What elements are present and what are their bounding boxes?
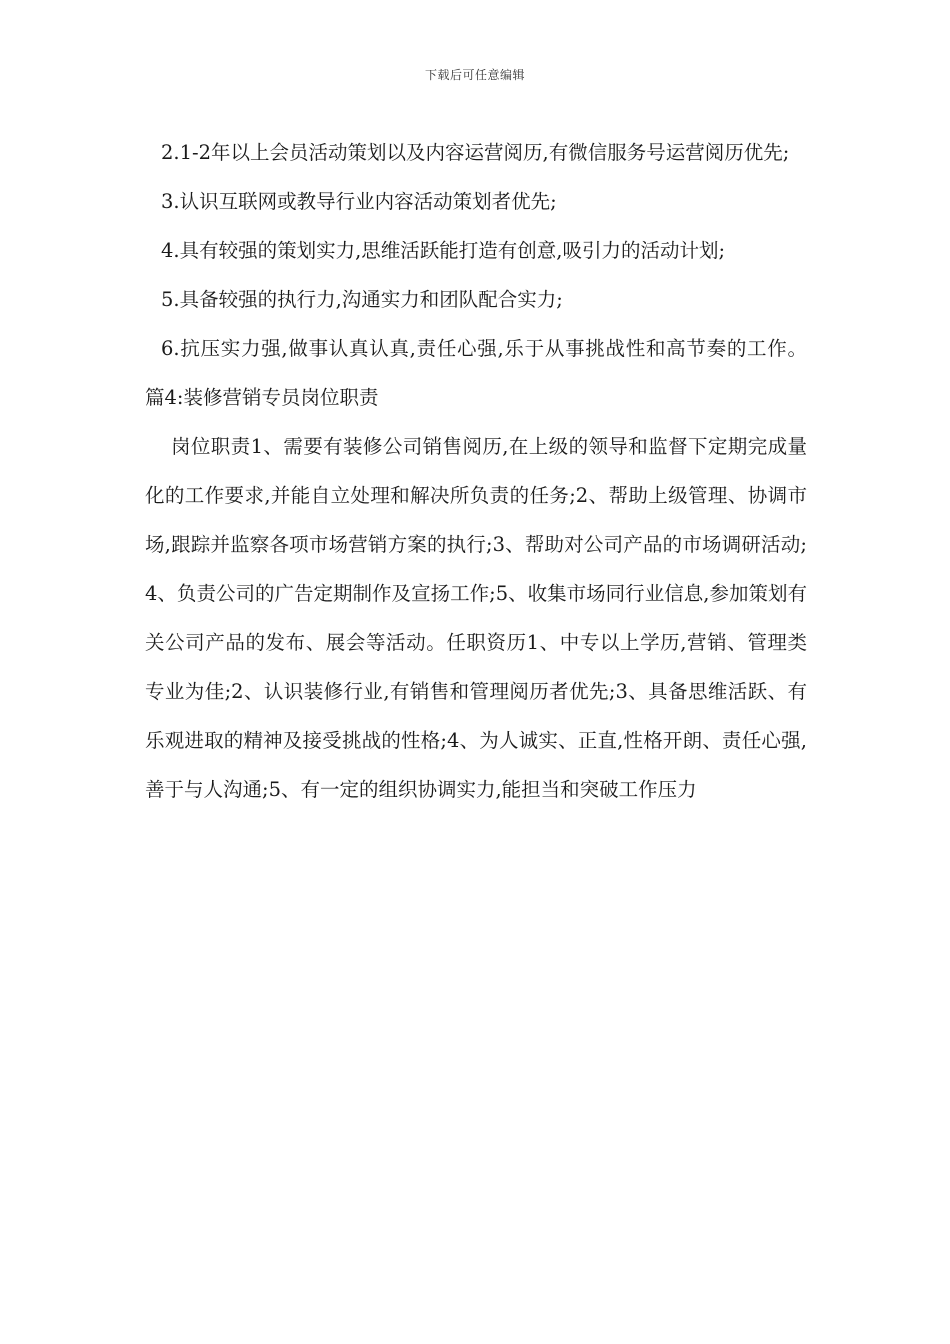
paragraph-requirement-5: 5.具备较强的执行力,沟通实力和团队配合实力; <box>161 288 563 311</box>
paragraph-requirement-6: 6.抗压实力强,做事认真认真,责任心强,乐于从事挑战性和高节奏的工作。 篇4:装修营销专员岗位职责 <box>145 337 807 409</box>
document-body <box>145 128 807 814</box>
paragraph-requirement-3: 3.认识互联网或教导行业内容活动策划者优先; <box>161 190 557 213</box>
paragraph-requirement-4: 4.具有较强的策划实力,思维活跃能打造有创意,吸引力的活动计划; <box>161 239 726 262</box>
paragraph-requirement-2: 2.1-2年以上会员活动策划以及内容运营阅历,有微信服务号运营阅历优先; <box>161 141 790 164</box>
page-header: 下载后可任意编辑 <box>424 68 525 82</box>
paragraph-job-duties: 岗位职责1、需要有装修公司销售阅历,在上级的领导和监督下定期完成量化的工作要求,并能自立处理和解决所负责的任务;2、帮助上级管理、协调市场,跟踪并监察各项市场营销方案的执行;3、帮助对公司产品的市场调研活动;4、负责公司的广告定期制作及宣扬工作;5、收集市场同行业信息,参加策划有关公司产品的发布、展会等活动。任职资历1、中专以上学历,营销、管理类专业为佳;2、认识装修行业,有销售和管理阅历者优先;3、具备思维活跃、有乐观进取的精神及接受挑战的性格;4、为人诚实、正直,性格开朗、责任心强,善于与人沟通;5、有一定的组织协调实力,能担当和突破工作压力 <box>145 435 807 801</box>
